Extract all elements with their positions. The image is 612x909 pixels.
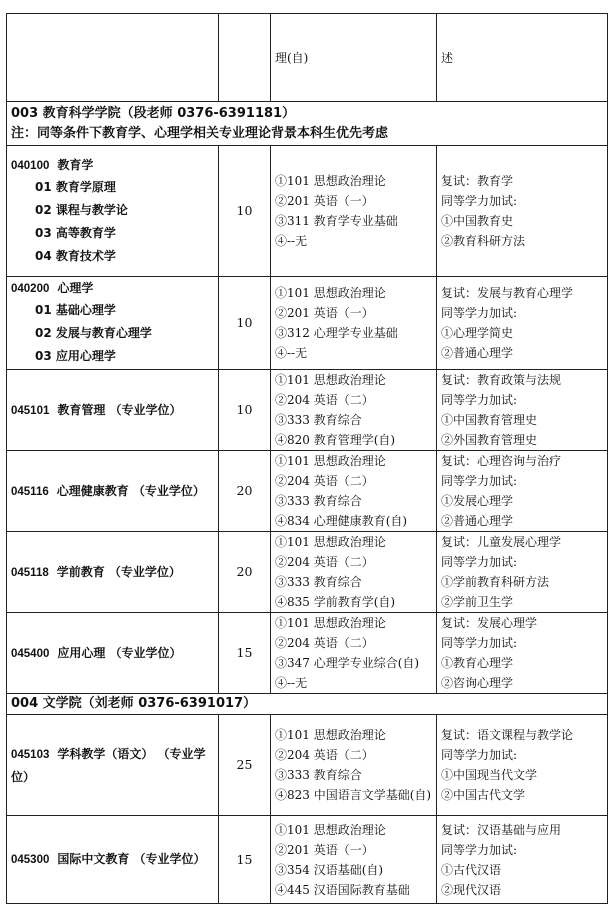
exam-subject: ③333 教育综合 [275, 575, 362, 589]
retest-item: 复试：教育学 [441, 174, 514, 188]
exam-subject: ③333 教育综合 [275, 413, 362, 427]
section-header-row [7, 102, 608, 146]
retest-cell [437, 613, 608, 694]
table-row [7, 715, 608, 816]
exam-subject: ③354 汉语基础(自) [275, 862, 384, 877]
exam-subject: ③311 教育学专业基础 [275, 214, 398, 228]
exam-cell [271, 277, 437, 370]
major-cell [7, 451, 219, 532]
quota-cell: 20 [219, 532, 271, 613]
major-name: 国际中文教育 （专业学位） [57, 852, 206, 866]
retest-item: ②中国古代文学 [441, 788, 526, 802]
exam-subject: ④--无 [275, 346, 308, 360]
retest-item: 同等学力加试: [441, 474, 518, 488]
retest-item: 复试：心理咨询与治疗 [441, 454, 562, 468]
quota-cell: 25 [219, 715, 271, 816]
exam-cell [271, 370, 437, 451]
exam-subject: ③347 心理学专业综合(自) [275, 656, 420, 670]
direction-item: 01 教育学原理 [35, 179, 116, 194]
major-cell [7, 715, 219, 816]
exam-cell [271, 613, 437, 694]
section-header-cell [7, 102, 608, 146]
exam-subject: ④835 学前教育学(自) [275, 595, 396, 609]
major-cell [7, 146, 219, 277]
retest-cell [437, 451, 608, 532]
table-row [7, 613, 608, 694]
retest-item: ①中国教育管理史 [441, 413, 538, 427]
major-name: 心理学 [57, 281, 94, 295]
section-title: 004 文学院（刘老师 0376-6391017） [11, 696, 257, 711]
retest-cell [437, 277, 608, 370]
major-name: 教育管理 （专业学位） [57, 402, 182, 417]
retest-item: 复试：汉语基础与应用 [441, 822, 562, 837]
major-name: 学科教学（语文） （专业学位） [11, 746, 206, 784]
table-row [7, 277, 608, 370]
exam-subject: ④820 教育管理学(自) [275, 433, 396, 447]
major-code: 045103 [11, 748, 50, 761]
major-code: 040200 [11, 283, 50, 295]
exam-cell [271, 532, 437, 613]
exam-subject: ①101 思想政治理论 [275, 174, 386, 188]
table-row [7, 146, 608, 277]
retest-item: 复试：教育政策与法规 [441, 373, 562, 387]
major-cell [7, 277, 219, 370]
exam-subject: ②204 英语（二） [275, 748, 374, 762]
retest-item: ②普通心理学 [441, 346, 514, 360]
major-cell [7, 14, 219, 102]
exam-subject: ②201 英语（一） [275, 842, 374, 857]
exam-subject: ②204 英语（二） [275, 555, 374, 569]
retest-item: 同等学力加试: [441, 555, 518, 569]
table-row [7, 816, 608, 904]
quota-cell [219, 14, 271, 102]
retest-cell [437, 14, 608, 102]
retest-item: 同等学力加试: [441, 306, 518, 320]
exam-subject: ④823 中国语言文学基础(自) [275, 788, 432, 802]
direction-item: 03 高等教育学 [35, 225, 116, 240]
exam-subject: ②204 英语（二） [275, 474, 374, 488]
retest-item: 同等学力加试: [441, 194, 518, 208]
retest-item: 同等学力加试: [441, 636, 518, 650]
major-code: 045118 [11, 566, 49, 579]
exam-subject: ③312 心理学专业基础 [275, 326, 398, 340]
exam-subject: ②204 英语（二） [275, 636, 374, 650]
retest-item: 复试：儿童发展心理学 [441, 535, 562, 549]
exam-subject: ④834 心理健康教育(自) [275, 514, 408, 528]
direction-item: 02 发展与教育心理学 [35, 326, 152, 340]
exam-subject: ①101 思想政治理论 [275, 822, 386, 837]
exam-subject: ④--无 [275, 676, 308, 690]
retest-cell [437, 370, 608, 451]
quota-cell: 15 [219, 816, 271, 904]
major-name: 应用心理 （专业学位） [57, 645, 182, 660]
exam-subject: ①101 思想政治理论 [275, 373, 386, 387]
section-header-row [7, 694, 608, 715]
exam-subject: ①101 思想政治理论 [275, 616, 386, 630]
retest-item: ①古代汉语 [441, 862, 502, 877]
retest-item: ①心理学简史 [441, 326, 514, 340]
major-cell [7, 816, 219, 904]
exam-cell [271, 14, 437, 102]
retest-cell [437, 146, 608, 277]
retest-item: 复试：语文课程与教学论 [441, 728, 574, 742]
exam-subject: ④445 汉语国际教育基础 [275, 882, 410, 897]
retest-item: 复试：发展心理学 [441, 616, 538, 630]
exam-tail: 理(自) [275, 50, 309, 65]
retest-item: ①中国教育史 [441, 214, 514, 228]
quota-cell: 10 [219, 277, 271, 370]
retest-cell [437, 816, 608, 904]
retest-item: ②外国教育管理史 [441, 433, 538, 447]
exam-subject: ②201 英语（一） [275, 306, 374, 320]
exam-cell [271, 451, 437, 532]
retest-item: ①发展心理学 [441, 494, 514, 508]
exam-cell [271, 715, 437, 816]
quota-cell: 10 [219, 146, 271, 277]
table-row [7, 370, 608, 451]
major-code: 045101 [11, 404, 50, 417]
retest-item: ②教育科研方法 [441, 234, 526, 248]
retest-item: ②学前卫生学 [441, 595, 514, 609]
retest-item: 同等学力加试: [441, 393, 518, 407]
retest-item: ②咨询心理学 [441, 676, 514, 690]
exam-subject: ①101 思想政治理论 [275, 535, 386, 549]
quota-cell: 20 [219, 451, 271, 532]
major-cell [7, 532, 219, 613]
section-note: 注：同等条件下教育学、心理学相关专业理论背景本科生优先考虑 [11, 125, 389, 141]
major-code: 045116 [11, 485, 49, 498]
direction-item: 04 教育技术学 [35, 248, 116, 263]
section-header-cell [7, 694, 608, 715]
continuation-row [7, 14, 608, 102]
exam-cell [271, 816, 437, 904]
direction-item: 01 基础心理学 [35, 303, 116, 317]
exam-subject: ②201 英语（一） [275, 194, 374, 208]
major-code: 040100 [11, 159, 50, 172]
major-cell [7, 370, 219, 451]
retest-tail: 述 [441, 50, 454, 65]
retest-item: 复试：发展与教育心理学 [441, 286, 574, 300]
exam-subject: ②204 英语（二） [275, 393, 374, 407]
retest-item: ②现代汉语 [441, 882, 502, 897]
quota-cell: 15 [219, 613, 271, 694]
admissions-table [6, 13, 608, 904]
exam-subject: ①101 思想政治理论 [275, 728, 386, 742]
retest-item: 同等学力加试: [441, 748, 518, 762]
exam-subject: ④--无 [275, 234, 308, 248]
exam-cell [271, 146, 437, 277]
major-code: 045300 [11, 854, 50, 866]
quota-cell: 10 [219, 370, 271, 451]
exam-subject: ③333 教育综合 [275, 494, 362, 508]
major-cell [7, 613, 219, 694]
retest-cell [437, 715, 608, 816]
section-title: 003 教育科学学院（段老师 0376-6391181） [11, 105, 296, 121]
retest-cell [437, 532, 608, 613]
major-name: 心理健康教育 （专业学位） [56, 483, 205, 498]
exam-subject: ③333 教育综合 [275, 768, 362, 782]
major-name: 教育学 [57, 157, 94, 172]
direction-item: 02 课程与教学论 [35, 202, 128, 217]
exam-subject: ①101 思想政治理论 [275, 454, 386, 468]
retest-item: ②普通心理学 [441, 514, 514, 528]
retest-item: ①中国现当代文学 [441, 768, 538, 782]
major-name: 学前教育 （专业学位） [56, 564, 181, 579]
major-code: 045400 [11, 647, 50, 660]
retest-item: ①教育心理学 [441, 656, 514, 670]
retest-item: 同等学力加试: [441, 842, 518, 857]
direction-item: 03 应用心理学 [35, 349, 116, 363]
table-row [7, 451, 608, 532]
exam-subject: ①101 思想政治理论 [275, 286, 386, 300]
retest-item: ①学前教育科研方法 [441, 575, 550, 589]
table-row [7, 532, 608, 613]
